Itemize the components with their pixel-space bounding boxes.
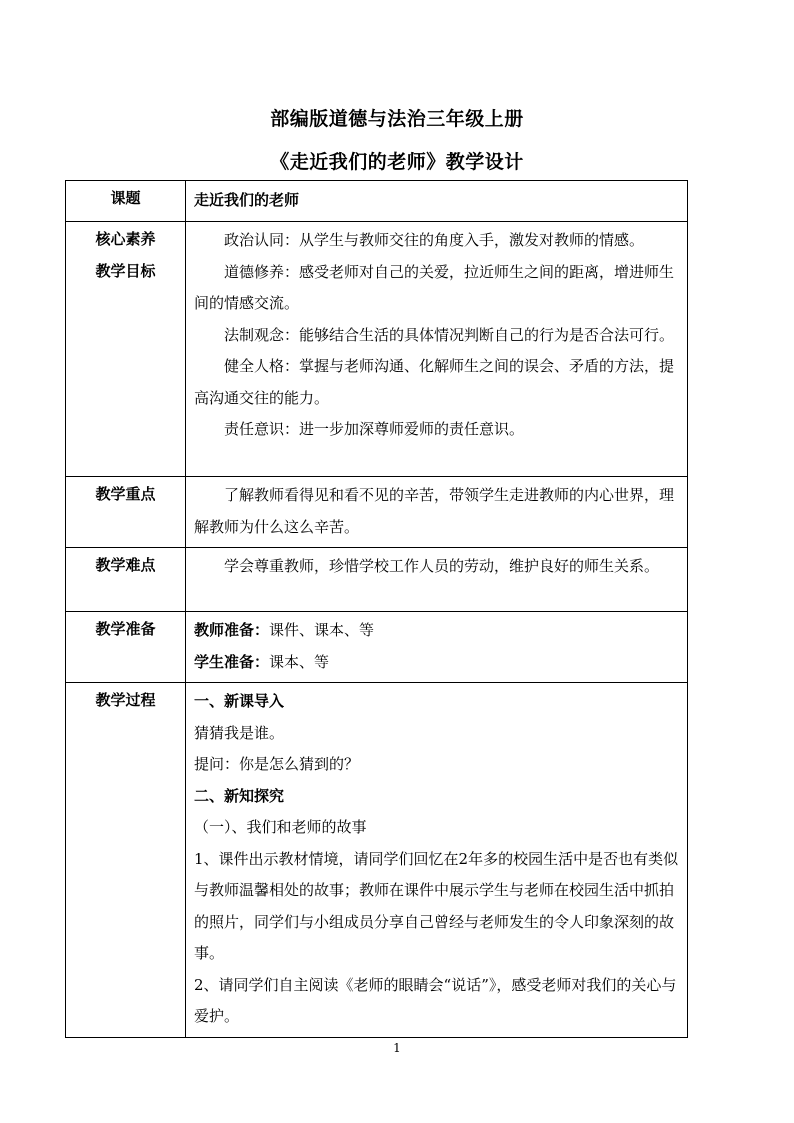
process-item-1: 1、课件出示教材情境，请同学们回忆在2年多的校园生活中是否也有类似与教师温馨相处的故事；教师在课件中展示学生与老师在校园生活中抓拍的照片，同学们与小组成员分享自己曾经与老师发生的令人印象深刻的故事。 bbox=[194, 849, 679, 962]
process-content bbox=[186, 683, 688, 1038]
student-preparation-value: 课本、等 bbox=[269, 652, 330, 671]
goals-label-line-1: 核心素养 bbox=[95, 230, 156, 248]
table-row-goals bbox=[66, 222, 688, 477]
table-row-difficulties bbox=[66, 548, 688, 612]
teacher-preparation bbox=[194, 615, 681, 647]
goals-content bbox=[186, 222, 688, 477]
teacher-preparation-value: 课件、课本、等 bbox=[269, 621, 375, 639]
key-points-text: 了解教师看得见和看不见的辛苦，带领学生走进教师的内心世界，理解教师为什么这么辛苦。 bbox=[194, 486, 675, 536]
table-row-topic bbox=[66, 181, 688, 222]
goal-moral: 道德修养：感受老师对自己的关爱，拉近师生之间的距离，增进师生间的情感交流。 bbox=[194, 262, 675, 312]
document-title: 部编版道德与法治三年级上册 bbox=[270, 108, 524, 130]
process-item-2: 2、请同学们自主阅读《老师的眼睛会“说话”》，感受老师对我们的关心与爱护。 bbox=[194, 975, 677, 1025]
table-row-preparation bbox=[66, 612, 688, 683]
key-points-label: 教学重点 bbox=[66, 477, 186, 548]
goals-label bbox=[66, 222, 186, 477]
process-subheading-story: （一）、我们和老师的故事 bbox=[194, 818, 367, 836]
teacher-preparation-label: 教师准备： bbox=[194, 621, 270, 639]
process-label: 教学过程 bbox=[66, 683, 186, 1038]
student-preparation bbox=[194, 647, 681, 679]
goal-personality: 健全人格：掌握与老师沟通、化解师生之间的误会、矛盾的方法，提高沟通交往的能力。 bbox=[194, 357, 675, 407]
student-preparation-label: 学生准备： bbox=[194, 652, 270, 671]
topic-label: 课题 bbox=[66, 181, 186, 222]
goals-label-line-2: 教学目标 bbox=[95, 262, 156, 280]
process-line-guess: 猜猜我是谁。 bbox=[194, 723, 285, 742]
goal-political: 政治认同：从学生与教师交往的角度入手，激发对教师的情感。 bbox=[224, 231, 645, 249]
table-row-key-points bbox=[66, 477, 688, 548]
preparation-label: 教学准备 bbox=[66, 612, 186, 683]
goal-responsibility: 责任意识：进一步加深尊师爱师的责任意识。 bbox=[224, 420, 525, 438]
goal-legal: 法制观念：能够结合生活的具体情况判断自己的行为是否合法可行。 bbox=[224, 325, 675, 344]
lesson-plan-table bbox=[65, 180, 688, 1038]
topic-value: 走近我们的老师 bbox=[194, 191, 300, 210]
process-heading-intro: 一、新课导入 bbox=[194, 692, 285, 710]
difficulties-label: 教学难点 bbox=[66, 548, 186, 612]
document-subtitle: 《走近我们的老师》教学设计 bbox=[270, 151, 524, 173]
difficulties-text: 学会尊重教师，珍惜学校工作人员的劳动，维护良好的师生关系。 bbox=[224, 557, 660, 575]
page-number: 1 bbox=[393, 1041, 401, 1055]
process-line-question: 提问：你是怎么猜到的？ bbox=[194, 755, 360, 773]
process-heading-explore: 二、新知探究 bbox=[194, 786, 285, 805]
table-row-process bbox=[66, 683, 688, 1038]
